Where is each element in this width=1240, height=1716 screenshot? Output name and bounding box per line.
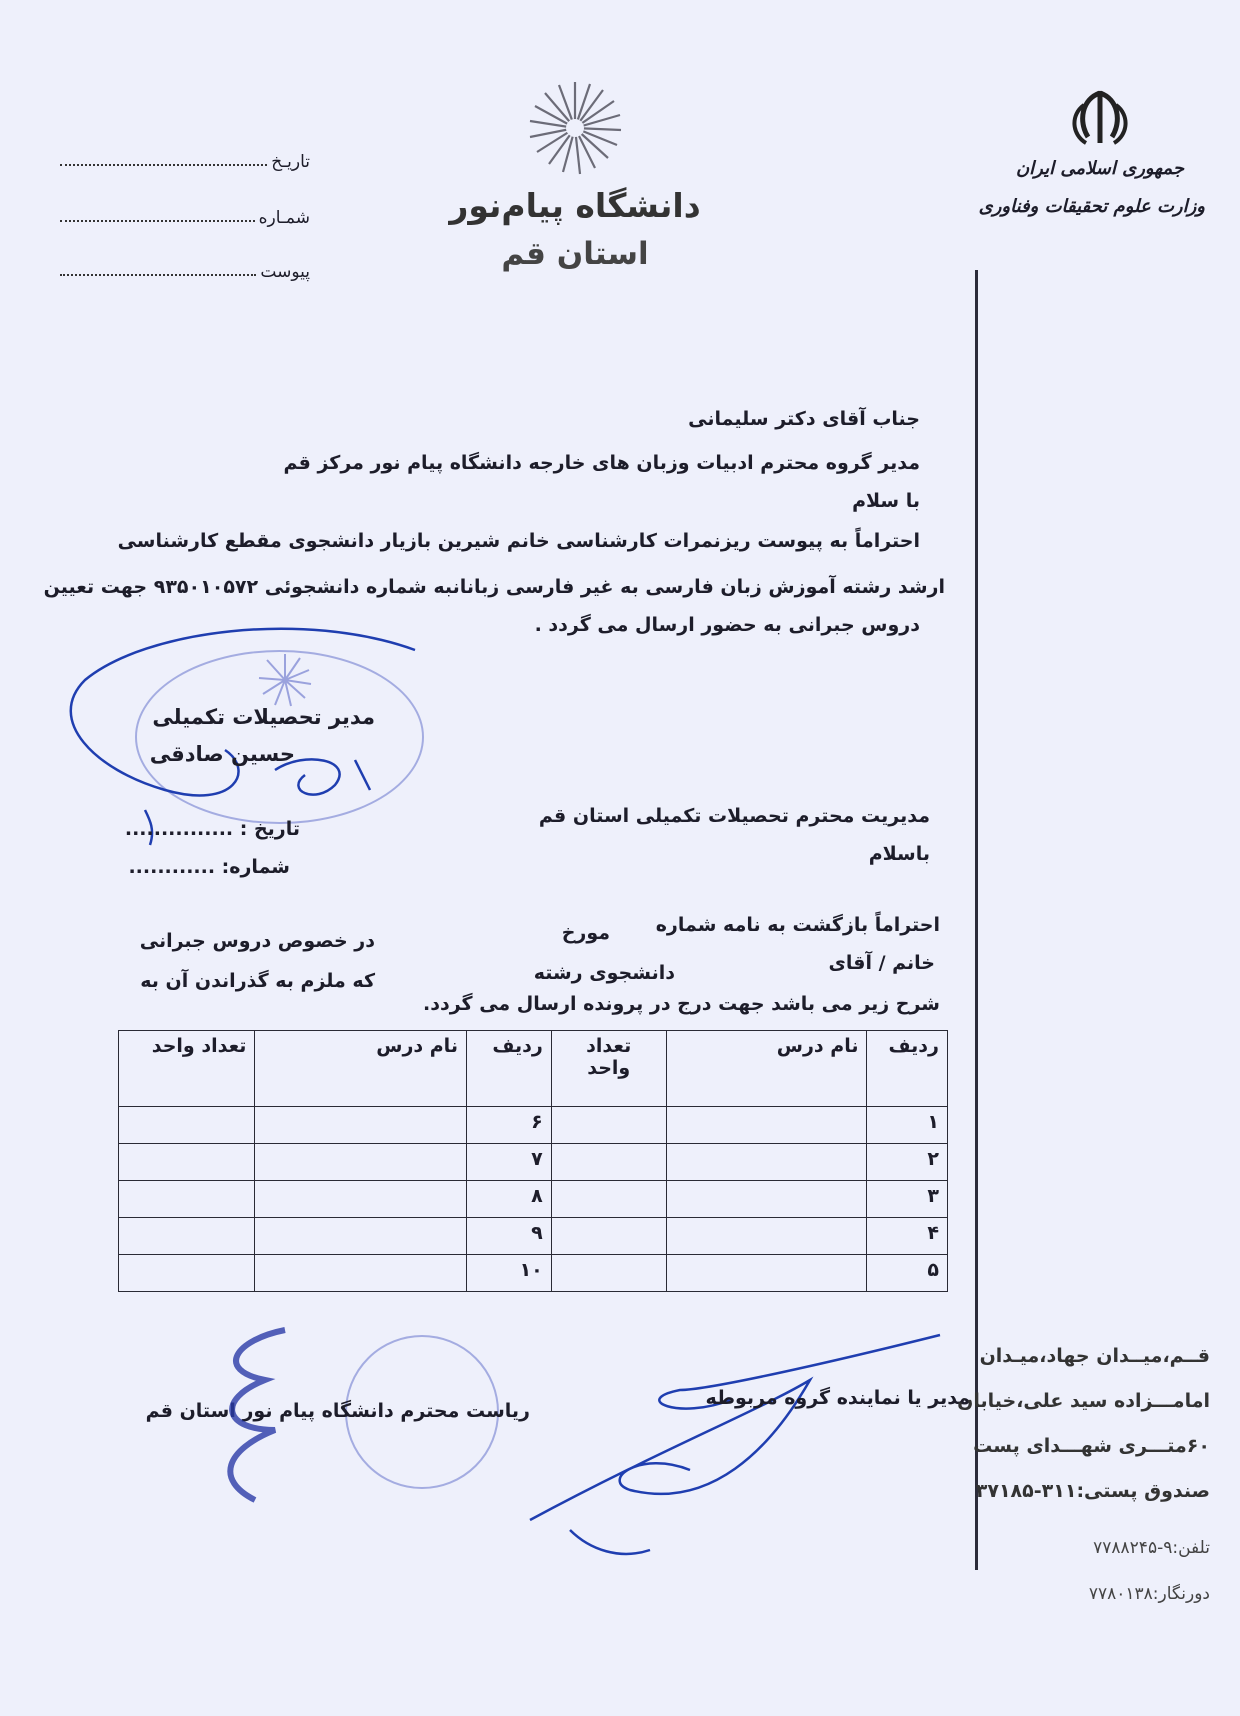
dotted-line [60,273,256,276]
header-row-no: ردیف [867,1031,948,1107]
row-number: ۶ [466,1107,551,1144]
address-line-1: قــم،میــدان جهاد،میـدان [979,1345,1210,1367]
letter2-recipient: مدیریت محترم تحصیلات تکمیلی استان قم [538,805,930,827]
compensatory-courses-table [118,1030,948,1292]
margin-divider [975,270,978,1570]
letter1-greeting: با سلام [852,490,920,512]
blue-handwritten-signature [510,1330,960,1610]
stamp-scribble [195,1320,315,1520]
row-number: ۲ [867,1144,948,1181]
row-number: ۹ [466,1218,551,1255]
number-field [60,198,310,228]
letter2-line2-right: خانم / آقای [828,952,935,974]
row-number: ۵ [867,1255,948,1292]
row-number: ۴ [867,1218,948,1255]
table-row [119,1107,948,1144]
letter1-line-2: ارشد رشته آموزش زبان فارسی به غیر فارسی زبانانبه شماره دانشجوئی ۹۳۵۰۱۰۵۷۲ جهت تعیین [43,576,945,598]
table-row [119,1181,948,1218]
group-manager-signature-label: مدیر یا نماینده گروه مربوطه [705,1387,970,1409]
row-number: ۱۰ [466,1255,551,1292]
signature1-title: مدیر تحصیلات تکمیلی [152,705,375,729]
university-head-signature-label: ریاست محترم دانشگاه پیام نور استان قم [145,1400,530,1422]
letter1-position: مدیر گروه محترم ادبیات وزبان های خارجه دانشگاه پیام نور مرکز قم [283,452,920,474]
number-label: شمـاره [258,208,310,228]
ministry-line: وزارت علوم تحقیقات وفناوری [978,196,1205,217]
table-row [119,1255,948,1292]
table-row [119,1218,948,1255]
letter1-recipient: جناب آقای دکتر سلیمانی [688,408,920,430]
university-sun-logo-icon [525,78,625,178]
row-number: ۷ [466,1144,551,1181]
attachment-field [60,252,310,282]
dotted-line [60,219,255,222]
header-course-name: نام درس [666,1031,867,1107]
letter1-line-1: احتراماً به پیوست ریزنمرات کارشناسی خانم شیرین بازیار دانشجوی مقطع کارشناسی [117,530,920,552]
address-line-3: ۶۰متـــری شهـــدای پست [973,1435,1210,1457]
signature1-name: حسین صادقی [149,742,295,766]
header-course-name-2: نام درس [255,1031,467,1107]
letter2-line3: شرح زیر می باشد جهت درج در پرونده ارسال می گردد. [423,993,940,1015]
dotted-line [60,163,267,166]
attachment-label: پیوست [260,262,310,282]
row-number: ۱ [867,1107,948,1144]
date-label: تاریـخ [271,152,310,172]
row-number: ۳ [867,1181,948,1218]
table-row [119,1144,948,1181]
province-name: استان قم [501,236,649,272]
header-units: تعداد واحد [551,1031,666,1107]
iran-emblem-icon [1040,85,1160,155]
address-line-4: صندوق پستی:۳۱۱-۳۷۱۸۵ [975,1480,1210,1502]
letter2-line2-mid: دانشجوی رشته [533,962,675,984]
republic-line: جمهوری اسلامی ایران [1015,158,1185,179]
letter2-line1-mid: مورخ [561,922,610,944]
letter2-line1-right: احتراماً بازگشت به نامه شماره [655,914,940,936]
letter2-line1-left: در خصوص دروس جبرانی [139,930,375,952]
header-units-full: تعداد واحد [119,1031,255,1107]
date-field [60,142,310,172]
university-name: دانشگاه پیام‌نور [449,186,701,225]
letter2-line2-left: که ملزم به گذراندن آن به [140,970,375,992]
address-line-2: امامـــزاده سید علی،خیابان [957,1390,1210,1412]
table-header-row [119,1031,948,1107]
letter2-greeting: باسلام [868,843,930,865]
signature1-number: شماره: ............ [128,856,290,878]
header-row-no-2: ردیف [466,1031,551,1107]
phone-number: تلفن:۹-۷۷۸۸۲۴۵ [1093,1538,1210,1558]
signature1-date: تاریخ : ............... [124,818,300,840]
letter1-line-3: دروس جبرانی به حضور ارسال می گردد . [534,614,920,636]
row-number: ۸ [466,1181,551,1218]
fax-number: دورنگار:۷۷۸۰۱۳۸ [1088,1584,1210,1604]
